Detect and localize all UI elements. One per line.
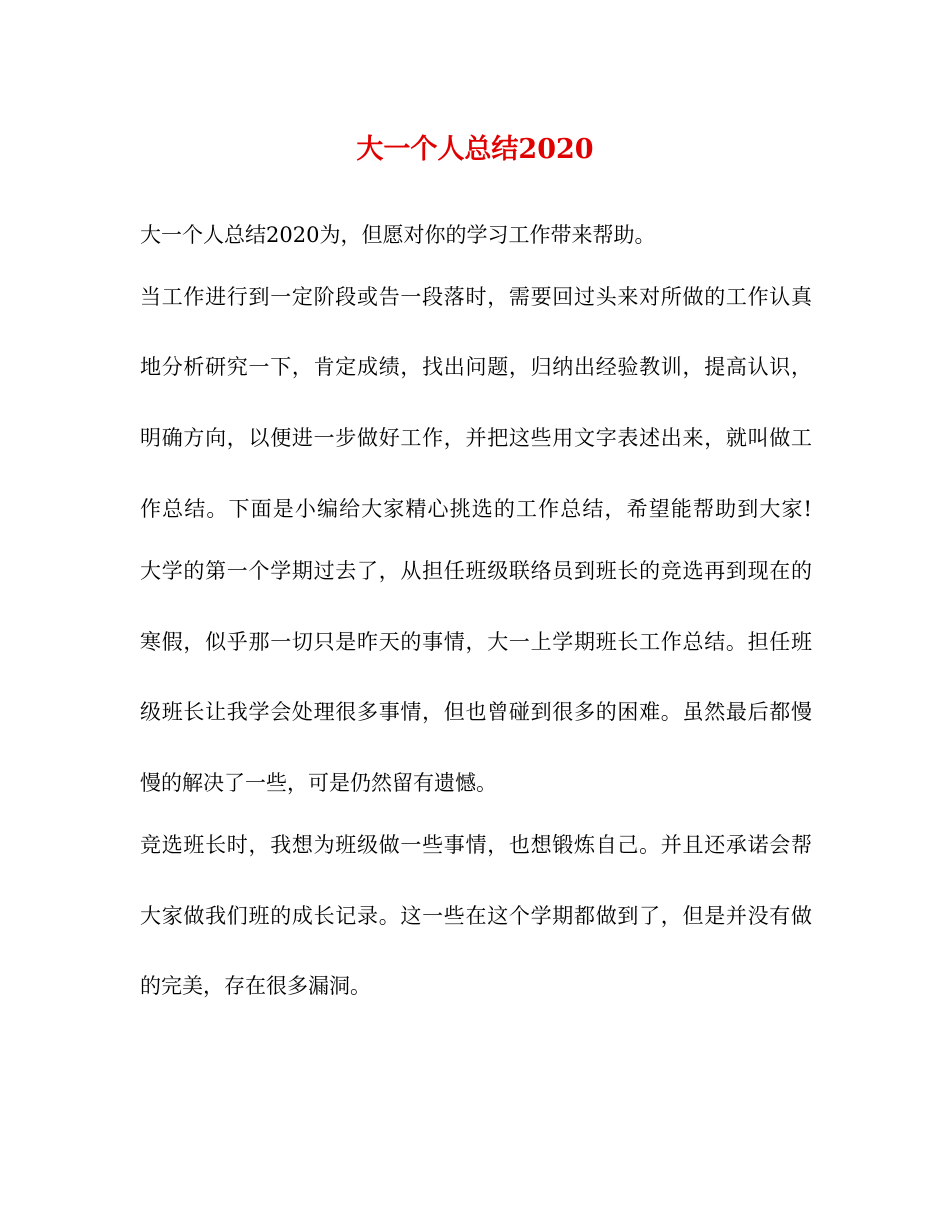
paragraph-line: 的完美，存在很多漏洞。 <box>140 974 371 998</box>
paragraph-line: 明确方向，以便进一步做好工作，并把这些用文字表述出来，就叫做工 <box>140 426 812 450</box>
paragraph-line: 作总结。下面是小编给大家精心挑选的工作总结，希望能帮助到大家! <box>140 497 812 521</box>
paragraph-line: 大一个人总结2020为，但愿对你的学习工作带来帮助。 <box>140 223 656 247</box>
paragraph-line: 大学的第一个学期过去了，从担任班级联络员到班长的竞选再到现在的 <box>140 559 812 583</box>
paragraph-line: 大家做我们班的成长记录。这一些在这个学期都做到了，但是并没有做 <box>140 904 812 928</box>
paragraph-line: 当工作进行到一定阶段或告一段落时，需要回过头来对所做的工作认真 <box>140 285 812 309</box>
paragraph-line: 地分析研究一下，肯定成绩，找出问题，归纳出经验教训，提高认识， <box>140 355 812 379</box>
paragraph-line: 级班长让我学会处理很多事情，但也曾碰到很多的困难。虽然最后都慢 <box>140 700 812 724</box>
paragraph-line: 竞选班长时，我想为班级做一些事情，也想锻炼自己。并且还承诺会帮 <box>140 833 812 857</box>
document-title: 大一个人总结2020 <box>356 134 594 165</box>
paragraph-line: 慢的解决了一些，可是仍然留有遗憾。 <box>140 771 497 795</box>
paragraph-line: 寒假，似乎那一切只是昨天的事情，大一上学期班长工作总结。担任班 <box>140 630 812 654</box>
